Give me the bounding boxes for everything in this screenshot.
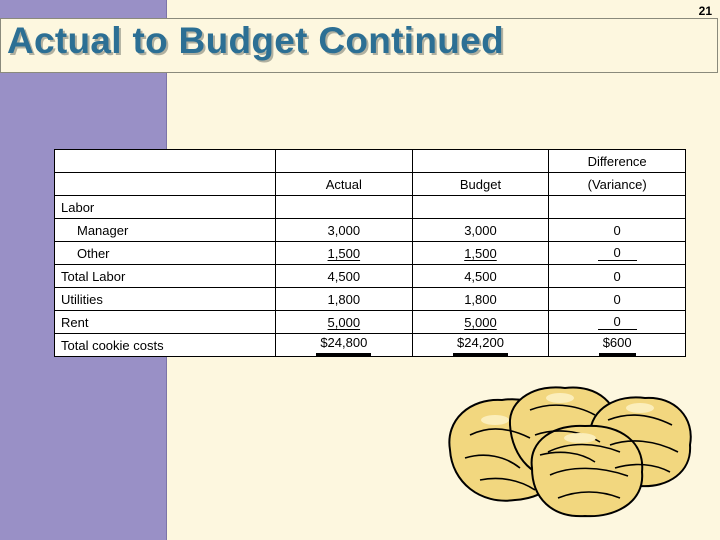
table-row-total <box>55 334 686 357</box>
budget-value: 1,800 <box>412 288 549 311</box>
header-actual: Actual <box>276 173 413 196</box>
budget-value: 1,500 <box>464 245 497 261</box>
variance-value: 0 <box>549 265 686 288</box>
row-label: Total cookie costs <box>55 334 276 357</box>
row-label: Other <box>55 242 276 265</box>
actual-value: 4,500 <box>276 265 413 288</box>
variance-total: $600 <box>599 335 636 356</box>
header-budget: Budget <box>412 173 549 196</box>
actual-total: $24,800 <box>316 335 371 356</box>
table-row <box>55 242 686 265</box>
budget-value: 5,000 <box>464 314 497 330</box>
header-cell <box>276 150 413 173</box>
row-label: Total Labor <box>55 265 276 288</box>
header-cell <box>412 150 549 173</box>
table-row <box>55 219 686 242</box>
variance-value: 0 <box>598 315 637 330</box>
variance-value: 0 <box>598 246 637 261</box>
actual-value: 3,000 <box>276 219 413 242</box>
actual-value: 1,500 <box>327 245 361 261</box>
header-cell <box>55 173 276 196</box>
row-label: Manager <box>55 219 276 242</box>
section-label: Labor <box>55 196 276 219</box>
budget-comparison-table <box>54 149 686 357</box>
table-row <box>55 265 686 288</box>
row-label: Utilities <box>55 288 276 311</box>
table-row <box>55 311 686 334</box>
table-header-row <box>55 173 686 196</box>
cookies-illustration <box>440 380 700 520</box>
slide-title: Actual to Budget Continued <box>7 20 504 61</box>
header-variance: (Variance) <box>549 173 686 196</box>
table-header-row-top <box>55 150 686 173</box>
header-cell <box>55 150 276 173</box>
table-row <box>55 288 686 311</box>
section-row-labor <box>55 196 686 219</box>
budget-value: 4,500 <box>412 265 549 288</box>
actual-value: 5,000 <box>327 314 361 330</box>
budget-total: $24,200 <box>453 335 508 356</box>
actual-value: 1,800 <box>276 288 413 311</box>
slide-number: 21 <box>698 4 712 18</box>
row-label: Rent <box>55 311 276 334</box>
header-difference: Difference <box>549 150 686 173</box>
variance-value: 0 <box>549 219 686 242</box>
variance-value: 0 <box>549 288 686 311</box>
budget-value: 3,000 <box>412 219 549 242</box>
